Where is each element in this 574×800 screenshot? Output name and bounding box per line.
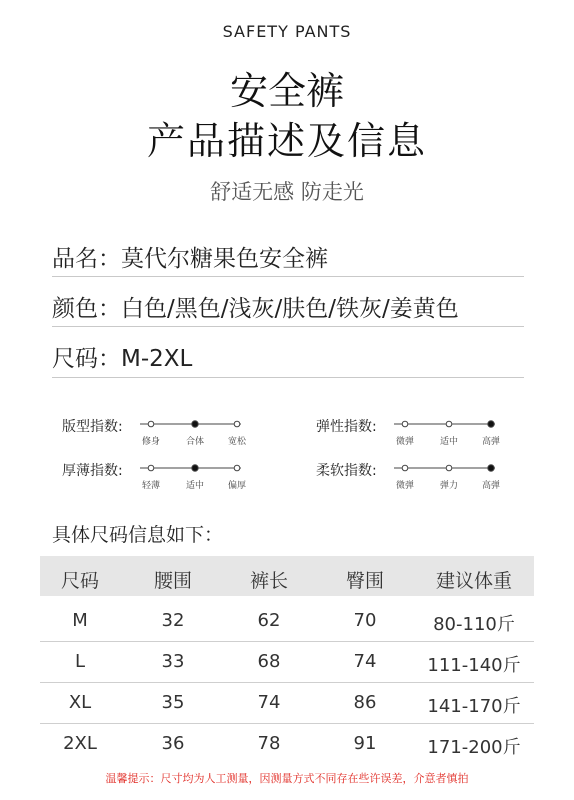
scale-tick-label: 宽松 [227,437,246,447]
elasticity-index-scale [390,416,500,447]
scale-dot-selected [192,465,198,471]
divider [52,377,524,378]
scale-dot [148,421,154,427]
divider [52,326,524,327]
table-cell: 171-200斤 [427,737,521,758]
table-cell: 91 [353,733,377,754]
scale-dot-selected [488,465,494,471]
thickness-index-label: 厚薄指数: [62,463,123,479]
row-divider [40,641,534,642]
thickness-index-scale [136,460,246,491]
scale-dot [402,421,408,427]
row-divider [40,682,534,683]
table-cell: 68 [257,651,281,672]
table-cell: 62 [257,610,281,631]
table-cell: 111-140斤 [427,655,521,676]
product-colors: 颜色：白色/黑色/浅灰/肤色/铁灰/姜黄色 [52,296,459,322]
scale-tick-label: 适中 [185,481,204,491]
table-cell: 74 [353,651,377,672]
scale-dot [446,421,452,427]
scale-tick-label: 弹力 [439,481,458,491]
table-cell: 74 [257,692,281,713]
scale-tick-label: 合体 [185,437,204,447]
disclaimer-note: 温馨提示：尺寸均为人工测量，因测量方式不同存在些许误差，介意者慎拍 [105,772,469,785]
product-sizes: 尺码：M-2XL [52,346,193,372]
scale-tick-label: 修身 [141,437,160,447]
table-cell: 141-170斤 [427,696,521,717]
header-hip: 臀围 [345,570,384,592]
elasticity-index-label: 弹性指数: [316,419,377,435]
scale-dot [446,465,452,471]
scale-tick-label: 轻薄 [141,481,160,491]
table-cell: 80-110斤 [433,614,515,635]
table-cell: 78 [257,733,281,754]
header-waist: 腰围 [153,570,192,592]
table-cell: 32 [161,610,185,631]
header-weight: 建议体重 [435,570,512,592]
softness-index-label: 柔软指数: [316,463,377,479]
scale-dot [234,465,240,471]
scale-tick-label: 偏厚 [227,481,246,491]
fit-index-label: 版型指数: [62,419,123,435]
fit-index-scale [136,416,246,447]
page-subtitle-title: 产品描述及信息 [146,119,427,163]
scale-tick-label: 高弹 [481,437,500,447]
scale-dot [234,421,240,427]
table-cell: M [72,610,88,631]
scale-tick-label: 微弹 [395,481,414,491]
table-cell: 86 [353,692,377,713]
table-cell: XL [68,692,92,713]
product-name: 品名：莫代尔糖果色安全裤 [52,246,328,272]
page-title: 安全裤 [229,69,344,113]
table-cell: 36 [161,733,185,754]
table-cell: 70 [353,610,377,631]
table-cell: 33 [161,651,185,672]
divider [52,276,524,277]
tagline: 舒适无感 防走光 [210,180,364,204]
scale-dot [402,465,408,471]
scale-tick-label: 高弹 [481,481,500,491]
header-length: 裤长 [249,570,288,592]
scale-dot [148,465,154,471]
english-title: SAFETY PANTS [222,22,352,41]
table-cell: 35 [161,692,185,713]
row-divider [40,723,534,724]
table-cell: 2XL [63,733,97,754]
size-table-caption: 具体尺码信息如下： [52,524,224,546]
scale-dot-selected [192,421,198,427]
scale-tick-label: 适中 [439,437,458,447]
softness-index-scale [390,460,500,491]
header-size: 尺码 [60,570,99,592]
scale-tick-label: 微弹 [395,437,414,447]
scale-dot-selected [488,421,494,427]
table-cell: L [74,651,86,672]
